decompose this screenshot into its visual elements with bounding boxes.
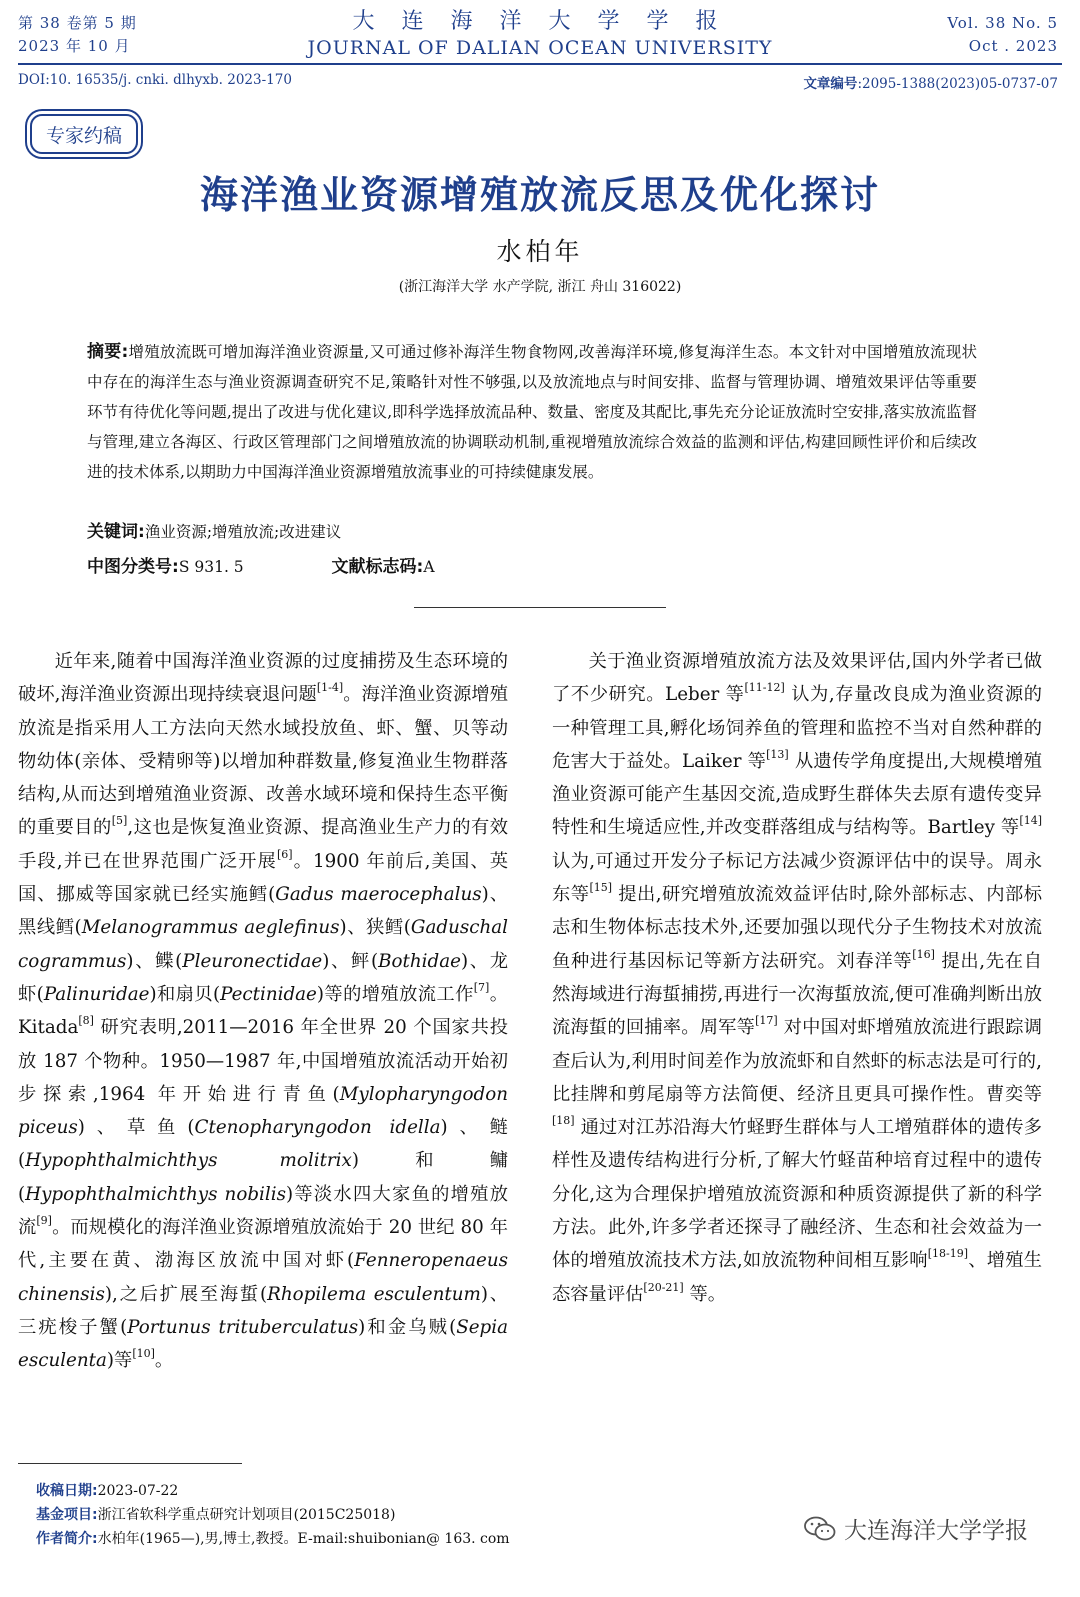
text-run: )等淡水四大家鱼的增殖放流 <box>18 1183 509 1239</box>
doc-code-value: A <box>423 558 435 576</box>
citation-ref: [20-21] <box>643 1280 684 1294</box>
header-rule <box>18 63 1062 65</box>
date-cn: 2023 年 10 月 <box>18 37 131 55</box>
citation-ref: [8] <box>78 1014 94 1028</box>
text-run: )、龙虾( <box>18 950 508 1005</box>
text-run: 、增殖生态容量评估 <box>552 1250 1043 1305</box>
text-run: 提出,先在自然海域进行海蜇捕捞,再进行一次海蜇放流,便可准确判断出放流海蜇的回捕率。周军等 <box>552 950 1043 1039</box>
citation-ref: [6] <box>276 847 293 861</box>
watermark <box>804 1512 1028 1545</box>
text-run: 。海洋渔业资源增殖放流是指采用人工方法向天然水域投放鱼、虾、蟹、贝等动物幼体(亲体、受精卵等)以增加种群数量,修复渔业生物群落结构,从而达到增殖渔业资源、改善水域环境和保持生态平衡的重要目的 <box>18 684 509 839</box>
journal-title-cn: 大 连 海 洋 大 学 学 报 <box>352 9 728 34</box>
text-run: )、鲆( <box>322 950 379 972</box>
species-name: Pectinidae <box>220 983 317 1005</box>
text-run: 。 <box>154 1350 174 1372</box>
volume-cn: 第 38 卷第 5 期 <box>18 14 137 32</box>
body-paragraph-left <box>18 645 508 1378</box>
section-separator <box>414 607 666 608</box>
doc-code-label: 文献标志码: <box>331 557 424 577</box>
date-en: Oct . 2023 <box>968 37 1058 55</box>
citation-ref: [14] <box>1019 814 1042 828</box>
text-run: )和金乌贼( <box>358 1316 457 1338</box>
species-name: Gadus maerocephalus <box>275 884 482 906</box>
text-run: 认为,可通过开发分子标记方法减少资源评估中的误导。周永东等 <box>552 850 1042 906</box>
text-run: 近年来,随着中国海洋渔业资源的过度捕捞及生态环境的破坏,海洋渔业资源出现持续衰退问题 <box>18 651 508 706</box>
article-number <box>803 72 1058 92</box>
article-title: 海洋渔业资源增殖放流反思及优化探讨 <box>199 173 880 217</box>
species-name: Bothidae <box>378 950 461 972</box>
text-run: 提出,研究增殖放流效益评估时,除外部标志、内部标志和生物体标志技术外,还要加强以现代分子生物技术对放流鱼种进行基因标记等新方法研究。刘春洋等 <box>552 884 1043 972</box>
species-name: Sepia esculenta <box>18 1316 509 1372</box>
citation-ref: [11-12] <box>744 681 785 695</box>
abstract-text: 增殖放流既可增加海洋渔业资源量,又可通过修补海洋生物食物网,改善海洋环境,修复海洋生态。本文针对中国增殖放流现状中存在的海洋生态与渔业资源调查研究不足,策略针对性不够强,以及放流地点与时间安排、监督与管理协调、增殖效果评估等重要环节有待优化等问题,提出了改进与优化建议,即科学选择放流品种、数量、密度及其配比,事先充分论证放流时空安排,落实放流监督与管理,建立各海区、行政区管理部门之间增殖放流的协调联动机制,重视增殖放流综合效益的监测和评估,构建回顾性评价和后续改进的技术体系,以期助力中国海洋渔业资源增殖放流事业的可持续健康发展。 <box>87 343 977 481</box>
author-info-text: 水柏年(1965—),男,博士,教授。E-mail:shuibonian@ 163. com <box>97 1531 510 1547</box>
clc-label: 中图分类号: <box>87 557 179 577</box>
text-run: 。Kitada <box>18 983 509 1039</box>
text-run: 等。 <box>683 1283 727 1305</box>
text-run: 关于渔业资源增殖放流方法及效果评估,国内外学者已做了不少研究。Leber 等 <box>552 651 1042 706</box>
text-run: ),之后扩展至海蜇( <box>104 1283 268 1305</box>
text-run: ,这也是恢复渔业资源、提高渔业生产力的有效手段,并已在世界范围广泛开展 <box>18 817 508 872</box>
species-name: Ctenopharyngodon idella <box>194 1117 441 1139</box>
citation-ref: [1-4] <box>316 681 344 695</box>
species-name: Rhopilema esculentum <box>267 1283 481 1305</box>
citation-ref: [5] <box>111 814 128 828</box>
wechat-icon <box>804 1516 836 1542</box>
author-name: 水柏年 <box>496 237 584 266</box>
species-name: Hypophthalmichthys molitrix <box>25 1150 352 1172</box>
species-name: Fenneropenaeus chinensis <box>18 1250 508 1305</box>
keywords <box>87 517 341 547</box>
issue-info-en <box>947 12 1058 58</box>
text-run: 从遗传学角度提出,大规模增殖渔业资源可能产生基因交流,造成野生群体失去原有遗传变异特性和生境适应性,并改变群落组成与结构等。Bartley 等 <box>552 750 1042 839</box>
citation-ref: [18] <box>552 1114 575 1128</box>
footnote-received <box>36 1480 178 1502</box>
article-number-label: 文章编号 <box>803 76 858 92</box>
citation-ref: [10] <box>132 1347 155 1361</box>
species-name: Melanogrammus aeglefinus <box>81 917 340 939</box>
species-name: Palinuridae <box>43 983 150 1005</box>
keywords-label: 关键词: <box>87 522 145 542</box>
invited-badge: 专家约稿 <box>30 114 138 154</box>
species-name: Pleuronectidae <box>182 950 323 972</box>
fund-text: 浙江省软科学重点研究计划项目(2015C25018) <box>97 1507 396 1523</box>
journal-title <box>0 8 1080 60</box>
citation-ref: [18-19] <box>927 1247 969 1261</box>
citation-ref: [9] <box>36 1214 52 1228</box>
text-run: )等 <box>106 1350 133 1372</box>
journal-title-en: JOURNAL OF DALIAN OCEAN UNIVERSITY <box>307 37 773 59</box>
abstract-label: 摘要: <box>87 342 129 362</box>
abstract <box>87 337 977 487</box>
received-label: 收稿日期: <box>36 1483 98 1499</box>
body-column-right <box>552 645 1042 1311</box>
article-number-value: :2095-1388(2023)05-0737-07 <box>857 76 1058 92</box>
body-paragraph-right <box>552 645 1042 1311</box>
received-date: 2023-07-22 <box>97 1483 179 1499</box>
citation-ref: [17] <box>755 1014 778 1028</box>
species-name: Gaduschal cogrammus <box>18 917 509 972</box>
citation-ref: [13] <box>766 747 789 761</box>
text-run: 研究表明,2011—2016 年全世界 20 个国家共投放 187 个物种。1950—1987 年,中国增殖放流活动开始初步探索,1964 年开始进行青鱼( <box>18 1017 508 1105</box>
text-run: 。1900 年前后,美国、英国、挪威等国家就已经实施鳕( <box>18 850 508 906</box>
author-info-label: 作者简介: <box>36 1531 98 1547</box>
species-name: Portunus trituberculatus <box>127 1316 359 1338</box>
citation-ref: [15] <box>589 881 613 895</box>
keywords-text: 渔业资源;增殖放流;改进建议 <box>144 523 342 541</box>
text-run: )、狭鳕( <box>339 917 411 939</box>
citation-ref: [7] <box>473 980 490 994</box>
citation-ref: [16] <box>912 947 935 961</box>
body-column-left <box>18 645 508 1378</box>
text-run: )等的增殖放流工作 <box>316 983 474 1005</box>
footnote-rule <box>18 1463 242 1464</box>
species-name: Mylopharyngodon piceus <box>18 1083 508 1139</box>
affiliation: (浙江海洋大学 水产学院, 浙江 舟山 316022) <box>398 279 682 295</box>
text-run: 认为,存量改良成为渔业资源的一种管理工具,孵化场饲养鱼的管理和监控不当对自然种群的危害大于益处。Laiker 等 <box>552 684 1042 772</box>
classification <box>87 552 987 582</box>
watermark-text: 大连海洋大学学报 <box>844 1518 1028 1544</box>
clc-value: S 931. 5 <box>178 558 244 576</box>
text-run: )、鲢( <box>18 1117 508 1172</box>
text-run: )和鳙( <box>18 1150 509 1205</box>
text-run: )、黑线鳕( <box>18 884 508 939</box>
text-run: )、鲽( <box>126 950 183 972</box>
text-run: 通过对江苏沿海大竹蛏野生群体与人工增殖群体的遗传多样性及遗传结构进行分析,了解大竹蛏苗种培育过程中的遗传分化,这为合理保护增殖放流资源和种质资源提供了新的科学方法。此外,许多学者还探寻了融经济、生态和社会效益为一体的增殖放流技术方法,如放流物种间相互影响 <box>552 1117 1042 1272</box>
text-run: )、草鱼( <box>77 1117 195 1139</box>
footnote-author <box>36 1528 510 1550</box>
text-run: 。而规模化的海洋渔业资源增殖放流始于 20 世纪 80 年代,主要在黄、渤海区放流中国对虾( <box>18 1217 508 1272</box>
text-run: 对中国对虾增殖放流进行跟踪调查后认为,利用时间差作为放流虾和自然虾的标志法是可行的,比挂牌和剪尾扇等方法简便、经济且更具可操作性。曹奕等 <box>552 1017 1043 1105</box>
text-run: )、三疣梭子蟹( <box>18 1283 509 1338</box>
fund-label: 基金项目: <box>36 1507 98 1523</box>
footnote-fund <box>36 1504 395 1526</box>
species-name: Hypophthalmichthys nobilis <box>25 1183 286 1205</box>
volume-en: Vol. 38 No. 5 <box>947 14 1058 32</box>
text-run: )和扇贝( <box>149 983 221 1005</box>
doi: DOI:10. 16535/j. cnki. dlhyxb. 2023-170 <box>18 72 292 88</box>
